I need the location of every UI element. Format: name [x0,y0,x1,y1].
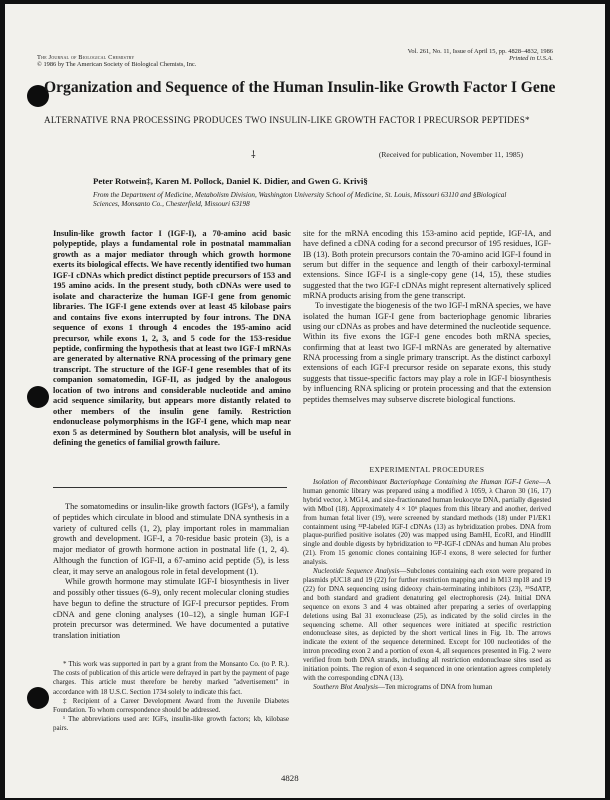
intro-paragraph: While growth hormone may stimulate IGF-I biosynthesis in liver and possibly other tissues (6–9), only recent molecular cloning studies have begun to define the structure of IGF-I precursor peptides. From cDNA and gene cloning analyses (10–12), a single human IGF-I protein precursor was determined. We have documented a putative translation initiation [53,577,289,640]
article-subtitle: ALTERNATIVE RNA PROCESSING PRODUCES TWO INSULIN-LIKE GROWTH FACTOR I PRECURSOR PEPTIDES* [44,115,530,125]
article-title: Organization and Sequence of the Human Insulin-like Growth Factor I Gene [44,79,556,96]
methods-paragraph [303,567,551,683]
body-paragraph: site for the mRNA encoding this 153-amino acid peptide, IGF-IA, and have defined a cDNA coding for a second precursor of 195 residues, IGF-IB (13). Both protein precursors contain the 70-amino acid IGF-I found in serum but differ in the sequence and length of their carboxyl-terminal extensions. Since IGF-I is a single-copy gene (14, 15), these studies suggested that the two IGF-I cDNAs might represent alternatively spliced mRNA products arising from the gene transcript. [303,229,551,301]
right-column-body [303,229,551,405]
copyright-line: © 1986 by The American Society of Biological Chemists, Inc. [37,61,197,69]
methods-text: —A human genomic library was prepared using a modified λ 1059, λ Charon 30 (16, 17) hybrid vector, λ MG14, and size-fractionated human leukocyte DNA, partially digested with MboI (18). Approximately 4 × 10⁶ plaques from this library and another, derived from human fetal liver (19), were screened by standard methods (18) under P1/EK1 containment using ³²P-labeled IGF-I cDNAs (13) as hybridization probes. DNA from plaque-purified positive isolates (20) was mapped using BamHI, EcoRI, and HindIII single and double digests by hybridization to ³²P-IGF-I cDNAs and human Alu probes (21). From 15 genomic clones containing IGF-I exons, 8 were selected for further analysis. [303,478,552,567]
journal-header [37,54,196,68]
methods-lead: Nucleotide Sequence Analysis [313,567,400,576]
journal-page [5,4,605,798]
methods-lead: Southern Blot Analysis [313,682,378,691]
affiliation: From the Department of Medicine, Metabolism Division, Washington University School of Medicine, St. Louis, Missouri 63110 and §Biological Sciences, Monsanto Co., Chesterfield, Missouri 63198 [93,191,507,209]
punch-hole [27,687,49,709]
punch-hole [27,386,49,408]
section-heading: EXPERIMENTAL PROCEDURES [369,465,485,474]
footnote: ‡ Recipient of a Career Development Award from the Juvenile Diabetes Foundation. To whom correspondence should be addressed. [53,696,289,715]
introduction [53,502,289,642]
methods-paragraph [303,478,551,567]
methods-paragraph [303,683,551,692]
methods-text: —Ten micrograms of DNA from human [377,682,493,691]
footnotes [53,660,289,734]
abstract: Insulin-like growth factor I (IGF-I), a 70-amino acid basic polypeptide, plays a fundamental role in postnatal mammalian growth as a major mediator through which growth hormone exerts its biological effects. We have recently identified two human IGF-I cDNAs which predict distinct peptide precursors of 153 and 195 amino acids. In the present study, both cDNAs were used to isolate and characterize the human IGF-I gene from genomic libraries. The IGF-I gene extends over at least 45 kilobase pairs and contains five exons interrupted by four introns. The DNA sequence of exons 1 through 4 encodes the 195-amino acid precursor, while exons 1, 2, 3, and 5 code for the 153-residue peptide, confirming the hypothesis that at least two IGF-I mRNAs are generated by alternative RNA processing of the primary gene transcript. The structure of the IGF-I gene resembles that of its companion somatomedin, IGF-II, as judged by the analogous location of two introns and considerable nucleotide and amino acid sequence similarity, but appears more distantly related to other members of the insulin gene family. Restriction endonuclease polymorphisms in the IGF-I gene, which map near exon 5 as determined by Southern blot analysis, will be useful in defining the genetics of familial growth failure. [53,229,291,448]
body-paragraph: To investigate the biogenesis of the two IGF-I mRNA species, we have isolated the human IGF-I gene from bacteriophage genomic libraries using our cDNAs as probes and have determined the nucleotide sequence. Within its five exons the IGF-I gene encodes both mRNA species, confirming that at least two IGF-I mRNAs are generated by alternative RNA processing from a single primary transcript. As the distinct carboxyl extensions of each IGF-I precursor reside on separate exons, this study suggests that tissue-specific factors may play a role in IGF-I biosynthesis by influencing RNA splicing or protein processing and that the extension peptides themselves may subserve discrete biological functions. [303,301,551,404]
volume-info [408,48,553,62]
footnote: ¹ The abbreviations used are: IGFs, insulin-like growth factors; kb, kilobase pairs. [53,715,289,733]
footnote: * This work was supported in part by a grant from the Monsanto Co. (to P. R.). The costs of publication of this article were defrayed in part by the payment of page charges. This article must therefore be hereby marked "advertisement" in accordance with 18 U.S.C. Section 1734 solely to indicate this fact. [53,660,289,696]
methods-lead: Isolation of Recombinant Bacteriophage Containing the Human IGF-I Gene [313,478,539,486]
methods-text: —Subclones containing each exon were prepared in plasmids pUC18 and 19 (22) for further restriction mapping and in M13 mp18 and 19 (22) for DNA sequencing using dideoxy chain-terminating inhibitors (23), ³⁵SdATP, and both standard and gradient denaturing gel electrophoresis (24). Initial DNA sequence on exons 3 and 4 was obtained after preparing a series of overlapping deletions using Bal 31 exonuclease (25), as indicated by the solid circles in the sequencing scheme. All other sequences were initiated at specific restriction endonuclease sites, as depicted by the short vertical lines in Fig. 1b. The arrows indicate the extent of the sequence determined. Except for 100 nucleotides of the intron preceding exon 2 and a portion of exon 4, all sequences presented in Fig. 2 were verified from both DNA strands, including all restriction endonuclease sites used as initiation points. The region of exon 4 sequenced in one orientation agrees completely with the corresponding cDNA (13). [303,567,551,682]
received-date: (Received for publication, November 11, 1985) [378,150,523,159]
volume-line: Vol. 261, No. 11, Issue of April 15, pp. 4828–4832, 1986 [407,48,553,55]
methods-section [303,478,551,692]
page-number: 4828 [281,773,299,783]
edit-mark: ⸸ [251,150,256,161]
section-divider [53,487,287,488]
intro-paragraph: The somatomedins or insulin-like growth factors (IGFs¹), a family of peptides which circulate in blood and stimulate DNA synthesis in a variety of cultured cells (1, 2), play important roles in mammalian growth and development. IGF-I, a 70-residue basic protein (3), is a major mediator of growth hormone action in postnatal life (1, 2, 4). Although the function of IGF-II, a 67-amino acid peptide (5), is less clear, it may serve an analogous role in fetal development (1). [53,502,289,576]
author-list: Peter Rotwein‡, Karen M. Pollock, Daniel K. Didier, and Gwen G. Krivi§ [93,176,368,186]
journal-name: The Journal of Biological Chemistry [37,54,135,61]
printed-line: Printed in U.S.A. [509,55,553,63]
